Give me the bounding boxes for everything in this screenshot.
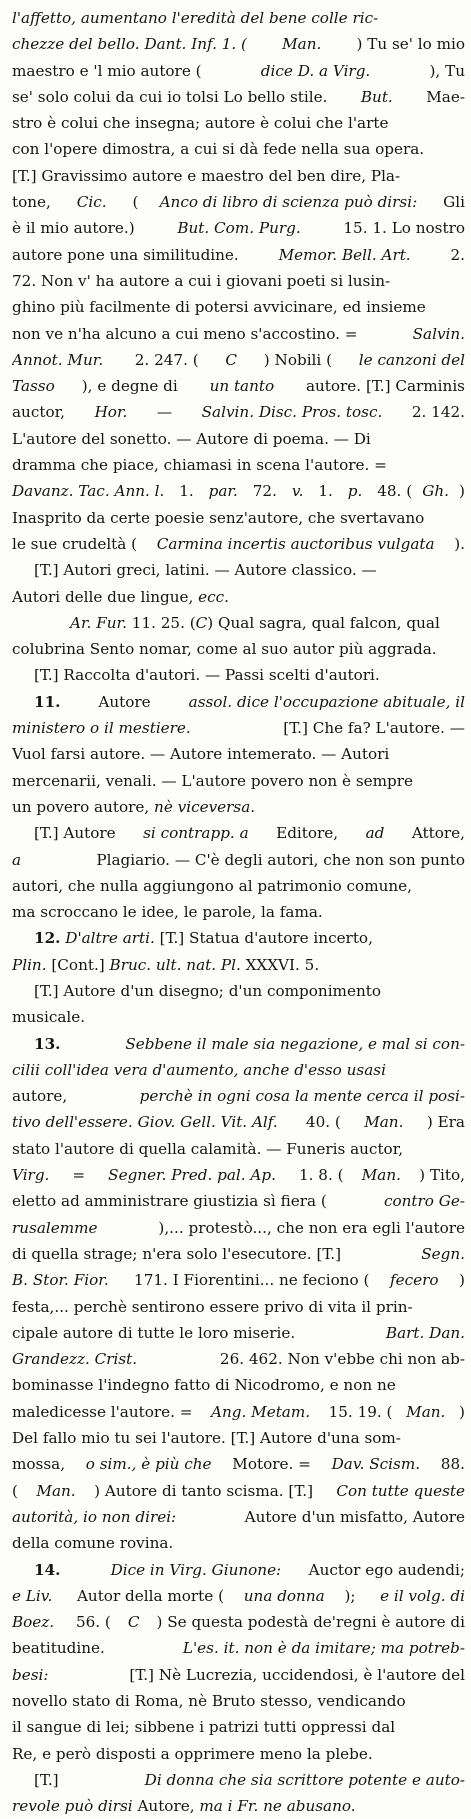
text-run: 171. I Fiorentini... ne feciono ( <box>129 1271 370 1290</box>
text-run: 2. <box>445 245 465 264</box>
italic-text: Con tutte queste <box>336 1481 465 1500</box>
text-run: novello stato di Roma, nè Bruto stesso, vendicando <box>12 1692 406 1710</box>
text-run: ), Tu <box>429 61 465 80</box>
italic-text: Dav. Scism. <box>331 1455 421 1474</box>
italic-text: But. <box>360 87 393 106</box>
text-line <box>12 189 465 215</box>
text-line <box>12 1399 465 1425</box>
text-run: autori, che nulla aggiungono al patrimonio comune, <box>12 876 412 895</box>
text-run: ). <box>454 534 465 553</box>
text-run: = <box>67 1166 90 1185</box>
italic-text: Virg. <box>12 1166 50 1185</box>
text-run: autore pone una similitudine. <box>12 245 244 264</box>
italic-text: Boez. <box>12 1613 55 1632</box>
italic-text: fecero <box>389 1271 439 1290</box>
text-line <box>12 1372 465 1398</box>
text-run: ); <box>344 1586 361 1605</box>
text-run: XXXVI. 5. <box>240 955 320 974</box>
text-line <box>12 1793 465 1819</box>
text-line <box>12 1583 465 1609</box>
text-line <box>12 505 465 531</box>
italic-text: p. <box>347 482 363 501</box>
text-run: non ve n'ha alcuno a cui meno s'accostino. = <box>12 324 363 343</box>
text-line <box>12 1004 465 1030</box>
text-run: Inasprito da certe poesie senz'autore, che svertavano <box>12 508 425 527</box>
text-line <box>12 1478 465 1504</box>
text-run: Autore <box>93 692 156 711</box>
italic-text: nè viceversa. <box>154 797 256 816</box>
text-line <box>12 952 465 978</box>
text-run: è il mio autore.) <box>12 219 140 238</box>
text-run: [Cont.] <box>46 955 110 974</box>
text-run: ( <box>127 193 139 212</box>
text-line <box>12 662 465 688</box>
text-run: beatitudine. <box>12 1639 110 1658</box>
text-run: festa,... perchè sentirono essere privo di vita il prin- <box>12 1297 413 1316</box>
italic-text: B. Stor. Fior. <box>12 1271 109 1290</box>
italic-text: Davanz. Tac. Ann. l. <box>12 482 165 501</box>
text-run: ) <box>459 482 465 501</box>
text-run: Auctor ego audendi; <box>303 1560 465 1579</box>
text-run: mercenarii, venali. — L'autore povero non è sempre <box>12 771 413 790</box>
italic-text: rusalemme <box>12 1218 98 1237</box>
text-line <box>12 1083 465 1109</box>
italic-text: Memor. Bell. Art. <box>278 245 411 264</box>
text-run: [T.] Autore d'un disegno; d'un componimento <box>34 981 381 1000</box>
text-line <box>12 110 465 136</box>
italic-text: ecc. <box>198 587 229 606</box>
text-run: Autori delle due lingue, <box>12 587 199 606</box>
text-line <box>12 1162 465 1188</box>
text-run: 15. 19. ( <box>323 1402 393 1421</box>
italic-text: C <box>127 1613 140 1632</box>
italic-text: Ang. Metam. <box>211 1402 311 1421</box>
italic-text: v. <box>291 482 304 501</box>
text-line <box>12 1530 465 1556</box>
italic-text: Gh. <box>422 482 449 501</box>
text-run: Autor della morte ( <box>72 1586 224 1605</box>
text-line <box>12 452 465 478</box>
italic-text: si contrapp. a <box>143 824 249 843</box>
text-run: 1. <box>313 482 338 501</box>
text-line <box>12 1057 465 1083</box>
text-line <box>12 399 465 425</box>
text-run: mossa, <box>12 1455 70 1474</box>
text-run: Re, e però disposti a opprimere meno la plebe. <box>12 1744 373 1763</box>
text-run: L'autore del sonetto. — Autore di poema. — Di <box>12 429 371 448</box>
text-run: ) Era <box>426 1113 465 1132</box>
italic-text: par. <box>208 482 238 501</box>
text-run: un povero autore, <box>12 797 155 816</box>
text-run: 72. Non v' ha autore a cui i giovani poeti si lusin- <box>12 271 391 290</box>
text-run: Del fallo mio tu sei l'autore. [T.] Autore d'una som- <box>12 1429 401 1448</box>
text-run: 26. 462. Non v'ebbe chi non ab- <box>215 1350 465 1369</box>
text-run: 40. ( <box>301 1113 341 1132</box>
text-run: [T.] Gravissimo autore e maestro del ben dire, Pla- <box>12 166 401 185</box>
text-line <box>12 794 465 820</box>
text-line <box>12 242 465 268</box>
italic-text: L'es. it. non è da imitare; ma potreb- <box>182 1639 465 1658</box>
italic-text: Tasso <box>12 377 55 396</box>
text-line <box>12 1504 465 1530</box>
text-line <box>12 1294 465 1320</box>
text-run: ),... protestò..., che non era egli l'autore <box>158 1218 465 1237</box>
text-run: [T.] Nè Lucrezia, uccidendosi, è l'autore del <box>124 1665 465 1684</box>
text-line <box>12 58 465 84</box>
text-run: colubrina Sento nomar, come al suo autor più aggrada. <box>12 640 437 659</box>
text-run: ), e degne di <box>81 377 183 396</box>
text-line <box>12 1635 465 1661</box>
text-line <box>12 347 465 373</box>
text-run: ) Tu se' lo mio <box>356 35 465 54</box>
text-line <box>12 31 465 57</box>
text-line <box>12 1767 465 1793</box>
text-run: [T.] Autori greci, latini. — Autore classico. — <box>34 561 377 580</box>
text-run: della comune rovina. <box>12 1534 174 1553</box>
text-line <box>12 689 465 715</box>
text-line <box>12 978 465 1004</box>
text-run: [T.] Autore <box>34 824 121 843</box>
text-run: ) Se questa podestà de'regni è autore di <box>156 1613 465 1632</box>
italic-text: Man. <box>361 1166 401 1185</box>
text-run: Mae- <box>421 87 465 106</box>
text-run: cipale autore di tutte le loro miserie. <box>12 1323 300 1342</box>
italic-text: Carmina incertis auctoribus vulgata <box>156 534 435 553</box>
text-run: ) Nobili ( <box>263 350 333 369</box>
italic-text: e Liv. <box>12 1586 53 1605</box>
italic-text: Man. <box>364 1113 404 1132</box>
italic-text: Bruc. ult. nat. Pl. <box>109 955 241 974</box>
italic-text: ma i Fr. ne abusano. <box>199 1797 356 1816</box>
italic-text: Man. <box>282 35 322 54</box>
text-line <box>12 557 465 583</box>
text-run: ghino più facilmente di potersi avvicinare, ed insieme <box>12 298 426 317</box>
text-line <box>12 1109 465 1135</box>
text-run: Motore. = <box>227 1455 316 1474</box>
text-line <box>12 636 465 662</box>
text-line <box>12 768 465 794</box>
text-line <box>12 1557 465 1583</box>
text-line <box>12 136 465 162</box>
text-run: con l'opere dimostra, a cui si dà fede nella sua opera. <box>12 140 425 159</box>
italic-text: But. Com. Purg. <box>177 219 301 238</box>
text-line <box>12 1688 465 1714</box>
italic-text: Man. <box>406 1402 446 1421</box>
text-run: dramma che piace, chiamasi in scena l'autore. = <box>12 456 387 475</box>
text-line <box>12 1741 465 1767</box>
italic-text: Annot. Mur. <box>12 350 104 369</box>
text-line <box>12 584 465 610</box>
text-run: eletto ad amministrare giustizia sì fiera ( <box>12 1192 327 1211</box>
text-run: Vuol farsi autore. — Autore intemerato. — Autori <box>12 745 390 764</box>
italic-text: contro Ge- <box>383 1192 465 1211</box>
text-run: ma scroccano le idee, le parole, la fama. <box>12 903 323 922</box>
italic-text: Salvin. <box>412 324 465 343</box>
text-run: bominasse l'indegno fatto di Nicodromo, e non ne <box>12 1376 396 1395</box>
sense-number: 12. <box>34 929 61 948</box>
italic-text: perchè in ogni cosa la mente cerca il posi- <box>139 1087 465 1106</box>
text-line <box>12 215 465 241</box>
text-line <box>12 1188 465 1214</box>
italic-text: cilii coll'idea vera d'aumento, anche d'esso usasi <box>12 1060 386 1079</box>
text-run: — <box>152 403 177 422</box>
italic-text: Segner. Pred. pal. Ap. <box>108 1166 276 1185</box>
text-run: [T.] Che fa? L'autore. — <box>278 719 465 738</box>
text-run: ) <box>459 1402 465 1421</box>
text-line <box>12 163 465 189</box>
text-run: autore, <box>12 1087 72 1106</box>
italic-text: ministero o il mestiere. <box>12 719 191 738</box>
italic-text: revole può dirsi <box>12 1797 133 1816</box>
italic-text: Dice in Virg. Giunone: <box>110 1560 282 1579</box>
text-run: ) Tito, <box>419 1166 465 1185</box>
text-run: Autore d'un misfatto, Autore <box>239 1507 465 1526</box>
italic-text: besi: <box>12 1665 49 1684</box>
text-line <box>12 1136 465 1162</box>
text-line <box>12 1609 465 1635</box>
text-run: se' solo colui da cui io tolsi Lo bello stile. <box>12 87 333 106</box>
italic-text: Salvin. Disc. Pros. tosc. <box>201 403 383 422</box>
italic-text: Cic. <box>76 193 107 212</box>
italic-text: assol. dice l'occupazione abituale, il <box>188 692 465 711</box>
sense-number: 14. <box>34 1560 61 1579</box>
text-line <box>12 820 465 846</box>
italic-text: Anco di libro di scienza può dirsi: <box>159 193 418 212</box>
text-run: 11. 25. ( <box>126 613 196 632</box>
text-line <box>12 478 465 504</box>
italic-text: e il volg. di <box>380 1586 465 1605</box>
italic-text: Bart. Dan. <box>385 1323 465 1342</box>
text-line <box>12 1267 465 1293</box>
italic-text: l'affetto, aumentano l'eredità del bene colle ric- <box>12 9 379 27</box>
text-run: le sue crudeltà ( <box>12 534 138 553</box>
italic-text: chezze del bello. Dant. Inf. 1. ( <box>12 35 247 54</box>
text-line <box>12 84 465 110</box>
text-run: 72. <box>247 482 282 501</box>
text-run: auctor, <box>12 403 70 422</box>
text-line <box>12 531 465 557</box>
italic-text: le canzoni del <box>358 350 465 369</box>
text-run: musicale. <box>12 1008 86 1027</box>
text-line <box>12 321 465 347</box>
text-run: maledicesse l'autore. = <box>12 1402 198 1421</box>
text-line <box>12 1451 465 1477</box>
text-run: ) Autore di tanto scisma. [T.] <box>94 1481 318 1500</box>
italic-text: Di donna che sia scrittore potente e auto- <box>144 1770 465 1789</box>
text-run: Plagiario. — C'è degli autori, che non son punto <box>91 850 465 869</box>
text-line <box>12 5 465 31</box>
text-run: 48. ( <box>372 482 413 501</box>
text-line <box>12 1346 465 1372</box>
text-line <box>12 610 465 636</box>
sense-number: 11. <box>34 692 61 711</box>
text-line <box>12 1662 465 1688</box>
text-line <box>12 741 465 767</box>
text-run: il sangue di lei; sibbene i patrizi tutti oppressi dal <box>12 1718 396 1737</box>
text-line <box>12 1425 465 1451</box>
italic-text: Segn. <box>421 1244 465 1263</box>
text-line <box>12 1241 465 1267</box>
text-run: 56. ( <box>71 1613 111 1632</box>
text-line <box>12 294 465 320</box>
text-run: [T.] <box>34 1770 64 1789</box>
italic-text: dice D. a Virg. <box>260 61 371 80</box>
text-run <box>91 1031 96 1057</box>
italic-text: Ar. Fur. <box>70 613 127 632</box>
italic-text: Plin. <box>12 955 47 974</box>
text-run <box>83 1557 88 1583</box>
text-run: Attore, <box>407 824 465 843</box>
text-run: ( <box>12 1481 18 1500</box>
text-run: 1. <box>174 482 199 501</box>
text-run: stato l'autore di quella calamità. — Funeris auctor, <box>12 1139 404 1158</box>
text-run: 1. 8. ( <box>294 1166 344 1185</box>
italic-text: o sim., è più che <box>85 1455 212 1474</box>
text-line <box>12 373 465 399</box>
text-run: stro è colui che insegna; autore è colui che l'arte <box>12 114 389 133</box>
text-run: Gli <box>438 193 465 212</box>
text-run: maestro e 'l mio autore ( <box>12 61 202 80</box>
italic-text: Man. <box>36 1481 76 1500</box>
text-run: 15. 1. Lo nostro <box>338 219 465 238</box>
text-run: Autore, <box>132 1797 200 1816</box>
italic-text: Sebbene il male sia negazione, e mal si con- <box>125 1034 465 1053</box>
italic-text: una donna <box>243 1586 325 1605</box>
text-line <box>12 1714 465 1740</box>
text-run: ) <box>459 1271 465 1290</box>
text-line <box>12 873 465 899</box>
sense-number: 13. <box>34 1034 61 1053</box>
italic-text: D'altre arti. <box>65 929 155 948</box>
italic-text: tivo dell'essere. Giov. Gell. Vit. Alf. <box>12 1113 278 1132</box>
text-line <box>12 925 465 951</box>
italic-text: Grandezz. Crist. <box>12 1350 138 1369</box>
text-run: autore. [T.] Carminis <box>301 377 465 396</box>
text-line <box>12 847 465 873</box>
italic-text: C <box>225 350 238 369</box>
text-run: 88. <box>435 1455 465 1474</box>
italic-text: un tanto <box>209 377 275 396</box>
text-run: ) Qual sagra, qual falcon, qual <box>207 613 440 632</box>
text-run: Editore, <box>271 824 343 843</box>
text-run: 2. 247. ( <box>129 350 199 369</box>
text-run: tone, <box>12 193 56 212</box>
text-line <box>12 1215 465 1241</box>
text-line <box>12 1031 465 1057</box>
text-line <box>12 268 465 294</box>
italic-text: Hor. <box>94 403 128 422</box>
text-run: 2. 142. <box>407 403 465 422</box>
italic-text: autorità, io non direi: <box>12 1507 177 1526</box>
text-line <box>12 899 465 925</box>
italic-text: a <box>12 850 22 869</box>
text-line <box>12 1320 465 1346</box>
text-run: [T.] Statua d'autore incerto, <box>154 929 373 948</box>
text-run: [T.] Raccolta d'autori. — Passi scelti d'autori. <box>34 666 380 685</box>
text-run: di quella strage; n'era solo l'esecutore. [T.] <box>12 1244 346 1263</box>
text-line <box>12 715 465 741</box>
italic-text: C <box>195 613 208 632</box>
text-line <box>12 426 465 452</box>
italic-text: ad <box>365 824 385 843</box>
